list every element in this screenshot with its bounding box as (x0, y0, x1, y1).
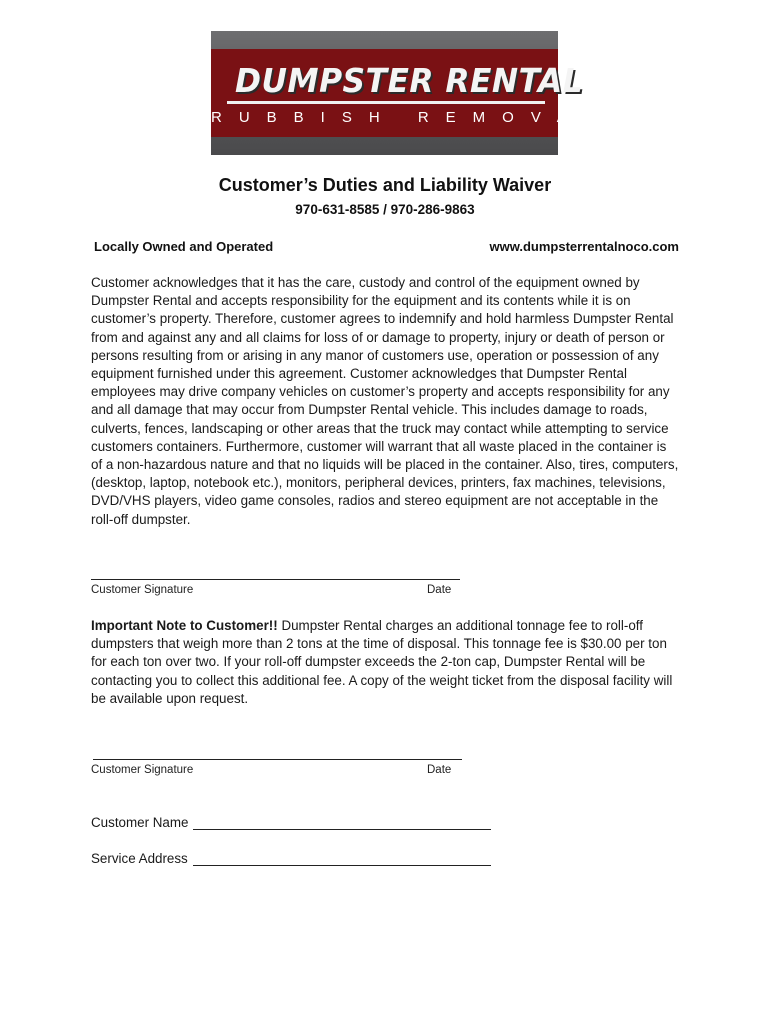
signature-line-2[interactable] (93, 759, 462, 760)
notice-heading: Important Note to Customer!! (91, 618, 278, 633)
date-label-2: Date (427, 764, 452, 776)
signature-label-2: Customer Signature (91, 764, 194, 776)
signature-label-1: Customer Signature (91, 584, 194, 596)
service-address-field[interactable] (193, 853, 491, 866)
customer-name-label: Customer Name (91, 815, 189, 830)
tonnage-notice (91, 617, 681, 708)
service-address-row (91, 851, 491, 866)
phone-numbers: 970-631-8585 / 970-286-9863 (295, 202, 475, 217)
logo-title: DUMPSTER RENTAL (235, 61, 584, 100)
signature-line-1[interactable] (91, 579, 460, 580)
customer-name-field[interactable] (193, 817, 491, 830)
service-address-label: Service Address (91, 851, 188, 866)
notice-body: Dumpster Rental charges an additional tonnage fee to roll-off dumpsters that weigh more than 2 tons at the time of disposal. This tonnage fee is $30.00 per ton for each ton over two. If your roll-off dumpster exceeds the 2-ton cap, Dumpster Rental will be contacting you to collect this additional fee. A copy of the weight ticket from the disposal facility will be available upon request. (91, 618, 673, 706)
customer-name-row (91, 815, 491, 830)
company-logo (211, 31, 610, 155)
logo-subtitle: RUBBISH REMOVAL (211, 109, 610, 126)
waiver-paragraph: Customer acknowledges that it has the care, custody and control of the equipment owned by Dumpster Rental and accepts responsibility for the equipment and its contents while it is on customer’s property. Therefore, customer agrees to indemnify and hold harmless Dumpster Rental from and against any and all claims for loss of or damage to property, injury or death of person or persons resulting from or arising in any manor of customers use, operation or possession of any equipment furnished under this agreement. Customer acknowledges that Dumpster Rental employees may drive company vehicles on customer’s property and accepts responsibility for any and all damage that may occur from Dumpster Rental vehicle. This includes damage to roads, culverts, fences, landscaping or other areas that the truck may contact while attempting to service customers containers. Furthermore, customer will warrant that all waste placed in the container is of a non-hazardous nature and that no liquids will be placed in the container. Also, tires, computers, (desktop, laptop, notebook etc.), monitors, peripheral devices, printers, fax machines, televisions, DVD/VHS players, video game consoles, radios and stereo equipment are not acceptable in the roll-off dumpster. (91, 275, 679, 527)
company-tagline: Locally Owned and Operated (94, 239, 274, 254)
logo-banner (211, 49, 610, 137)
logo-divider (227, 101, 545, 104)
website-link[interactable]: www.dumpsterrentalnoco.com (489, 239, 679, 254)
date-label-1: Date (427, 584, 452, 596)
document-title: Customer’s Duties and Liability Waiver (218, 175, 552, 195)
